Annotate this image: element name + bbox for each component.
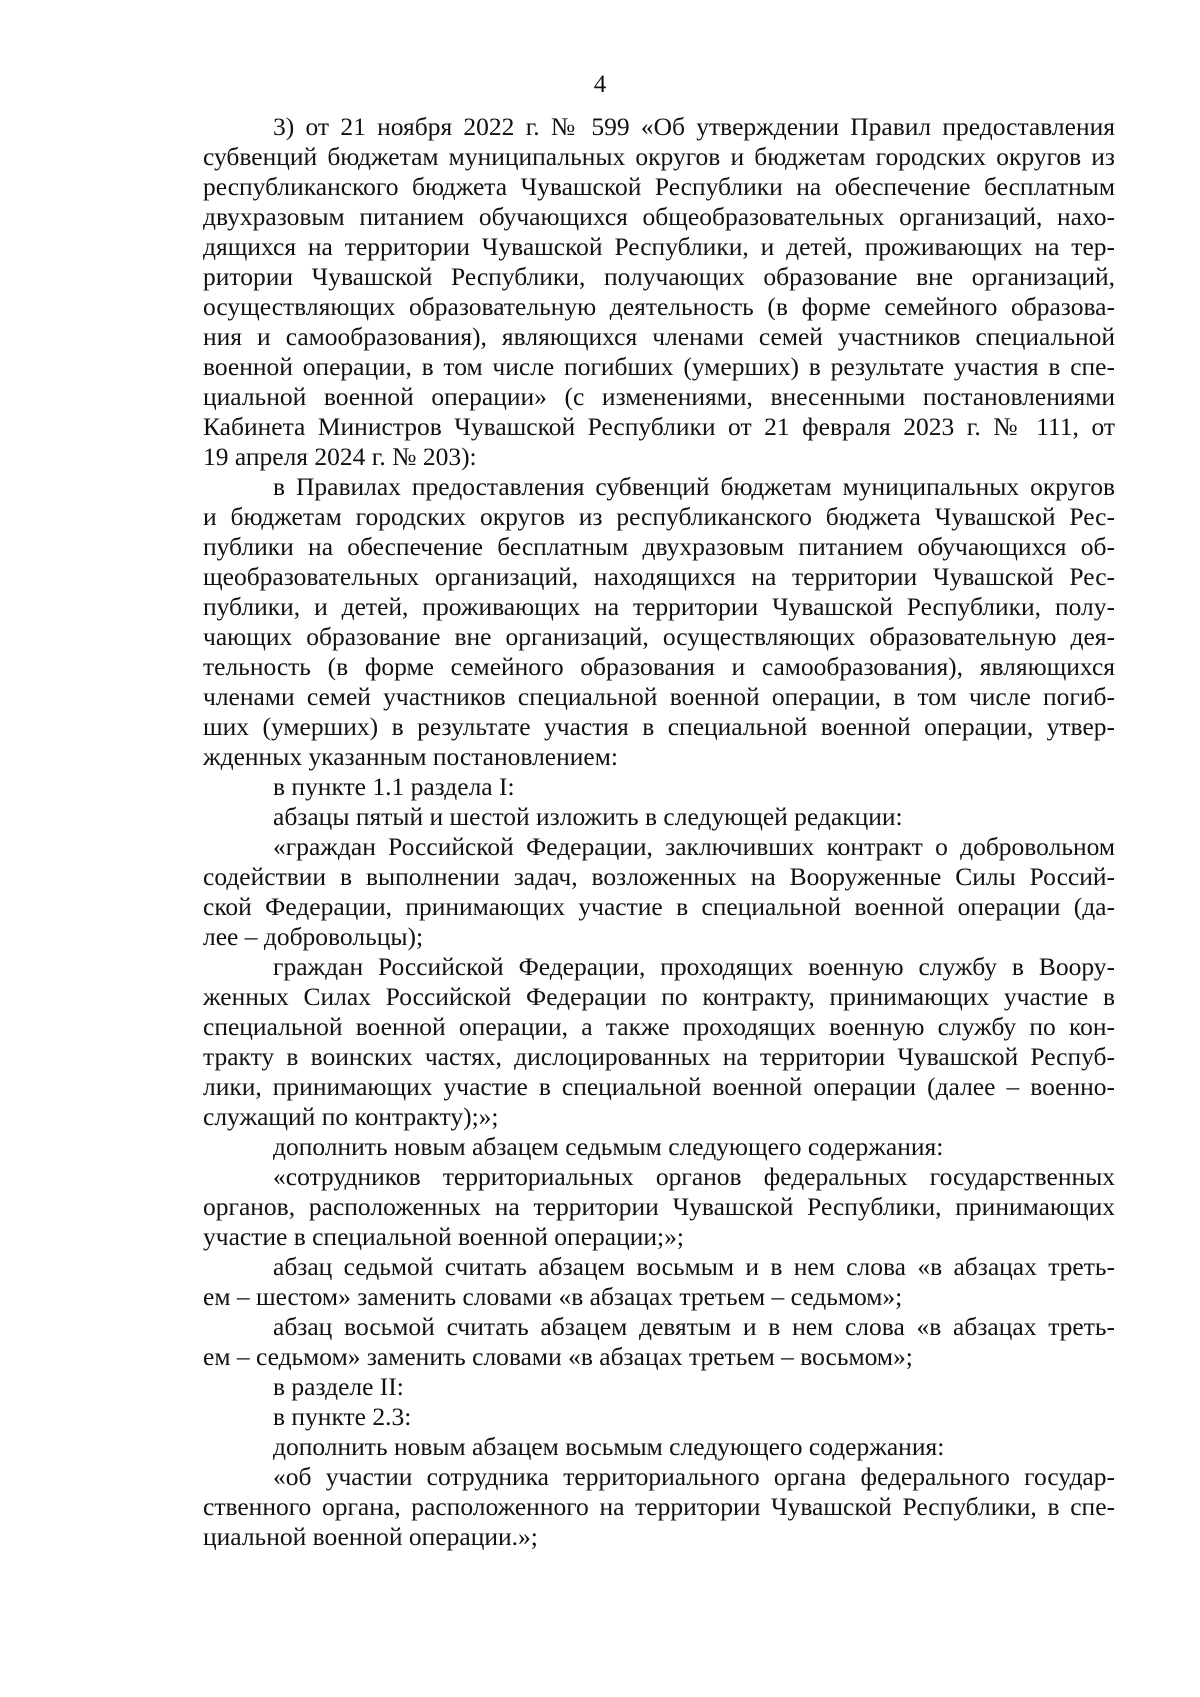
paragraph	[203, 1312, 1115, 1372]
text-line: органов, расположенных на территории Чувашской Республики, принимающих	[203, 1192, 1115, 1221]
text-line: граждан Российской Федерации, проходящих военную службу в Воору-	[273, 952, 1115, 981]
text-line: ших (умерших) в результате участия в специальной военной операции, утвер-	[203, 712, 1115, 741]
text-line: в Правилах предоставления субвенций бюджетам муниципальных округов	[273, 472, 1115, 501]
paragraph	[203, 1402, 1115, 1432]
document-body	[203, 112, 1115, 1552]
text-line: дополнить новым абзацем седьмым следующего содержания:	[273, 1132, 944, 1161]
text-line: жденных указанным постановлением:	[203, 742, 618, 771]
text-line: щеобразовательных организаций, находящихся на территории Чувашской Рес-	[203, 562, 1115, 591]
text-line: членами семей участников специальной военной операции, в том числе погиб-	[203, 682, 1115, 711]
text-line: тракту в воинских частях, дислоцированных на территории Чувашской Респуб-	[203, 1042, 1115, 1071]
text-line: Кабинета Министров Чувашской Республики от 21 февраля 2023 г. № 111, от	[203, 412, 1115, 441]
text-line: республиканского бюджета Чувашской Республики на обеспечение бесплатным	[203, 172, 1115, 201]
text-line: ем – шестом» заменить словами «в абзацах третьем – седьмом»;	[203, 1282, 903, 1311]
paragraph	[203, 772, 1115, 802]
text-line: специальной военной операции, а также проходящих военную службу по кон-	[203, 1012, 1115, 1041]
text-line: субвенций бюджетам муниципальных округов и бюджетам городских округов из	[203, 142, 1115, 171]
text-line: лее – добровольцы);	[203, 922, 424, 951]
text-line: в пункте 1.1 раздела I:	[273, 772, 515, 801]
paragraph	[203, 1132, 1115, 1162]
paragraph	[203, 952, 1115, 1132]
text-line: циальной военной операции» (с изменениями, внесенными постановлениями	[203, 382, 1115, 411]
text-line: абзац восьмой считать абзацем девятым и в нем слова «в абзацах треть-	[273, 1312, 1115, 1341]
text-line: в пункте 2.3:	[273, 1402, 412, 1431]
text-line: публики на обеспечение бесплатным двухразовым питанием обучающихся об-	[203, 532, 1115, 561]
text-line: ем – седьмом» заменить словами «в абзацах третьем – восьмом»;	[203, 1342, 913, 1371]
paragraph	[203, 112, 1115, 472]
text-line: 3) от 21 ноября 2022 г. № 599 «Об утверждении Правил предоставления	[273, 112, 1115, 141]
text-line: военной операции, в том числе погибших (умерших) в результате участия в спе-	[203, 352, 1115, 381]
text-line: «граждан Российской Федерации, заключивших контракт о добровольном	[273, 832, 1115, 861]
text-line: ритории Чувашской Республики, получающих образование вне организаций,	[203, 262, 1115, 291]
text-line: женных Силах Российской Федерации по контракту, принимающих участие в	[203, 982, 1115, 1011]
text-line: тельность (в форме семейного образования и самообразования), являющихся	[203, 652, 1115, 681]
text-line: участие в специальной военной операции;»;	[203, 1222, 684, 1251]
text-line: абзацы пятый и шестой изложить в следующей редакции:	[273, 802, 903, 831]
paragraph	[203, 1162, 1115, 1252]
text-line: 19 апреля 2024 г. № 203):	[203, 442, 477, 471]
text-line: дящихся на территории Чувашской Республики, и детей, проживающих на тер-	[203, 232, 1115, 261]
paragraph	[203, 1462, 1115, 1552]
text-line: и бюджетам городских округов из республиканского бюджета Чувашской Рес-	[203, 502, 1115, 531]
text-line: «сотрудников территориальных органов федеральных государственных	[273, 1162, 1115, 1191]
text-line: ственного органа, расположенного на территории Чувашской Республики, в спе-	[203, 1492, 1115, 1521]
page-number: 4	[593, 71, 607, 98]
paragraph	[203, 1372, 1115, 1402]
text-line: публики, и детей, проживающих на территории Чувашской Республики, полу-	[203, 592, 1115, 621]
text-line: циальной военной операции.»;	[203, 1522, 538, 1551]
text-line: лики, принимающих участие в специальной военной операции (далее – военно-	[203, 1072, 1115, 1101]
paragraph	[203, 1252, 1115, 1312]
text-line: «об участии сотрудника территориального органа федерального государ-	[273, 1462, 1115, 1491]
text-line: в разделе II:	[273, 1372, 404, 1401]
text-line: содействии в выполнении задач, возложенных на Вооруженные Силы Россий-	[203, 862, 1115, 891]
paragraph	[203, 802, 1115, 832]
paragraph	[203, 1432, 1115, 1462]
paragraph	[203, 472, 1115, 772]
text-line: чающих образование вне организаций, осуществляющих образовательную дея-	[203, 622, 1115, 651]
text-line: осуществляющих образовательную деятельность (в форме семейного образова-	[203, 292, 1115, 321]
text-line: дополнить новым абзацем восьмым следующего содержания:	[273, 1432, 945, 1461]
paragraph	[203, 832, 1115, 952]
text-line: ния и самообразования), являющихся членами семей участников специальной	[203, 322, 1115, 351]
text-line: абзац седьмой считать абзацем восьмым и в нем слова «в абзацах треть-	[273, 1252, 1115, 1281]
text-line: двухразовым питанием обучающихся общеобразовательных организаций, нахо-	[203, 202, 1115, 231]
text-line: служащий по контракту);»;	[203, 1102, 499, 1131]
text-line: ской Федерации, принимающих участие в специальной военной операции (да-	[203, 892, 1115, 921]
